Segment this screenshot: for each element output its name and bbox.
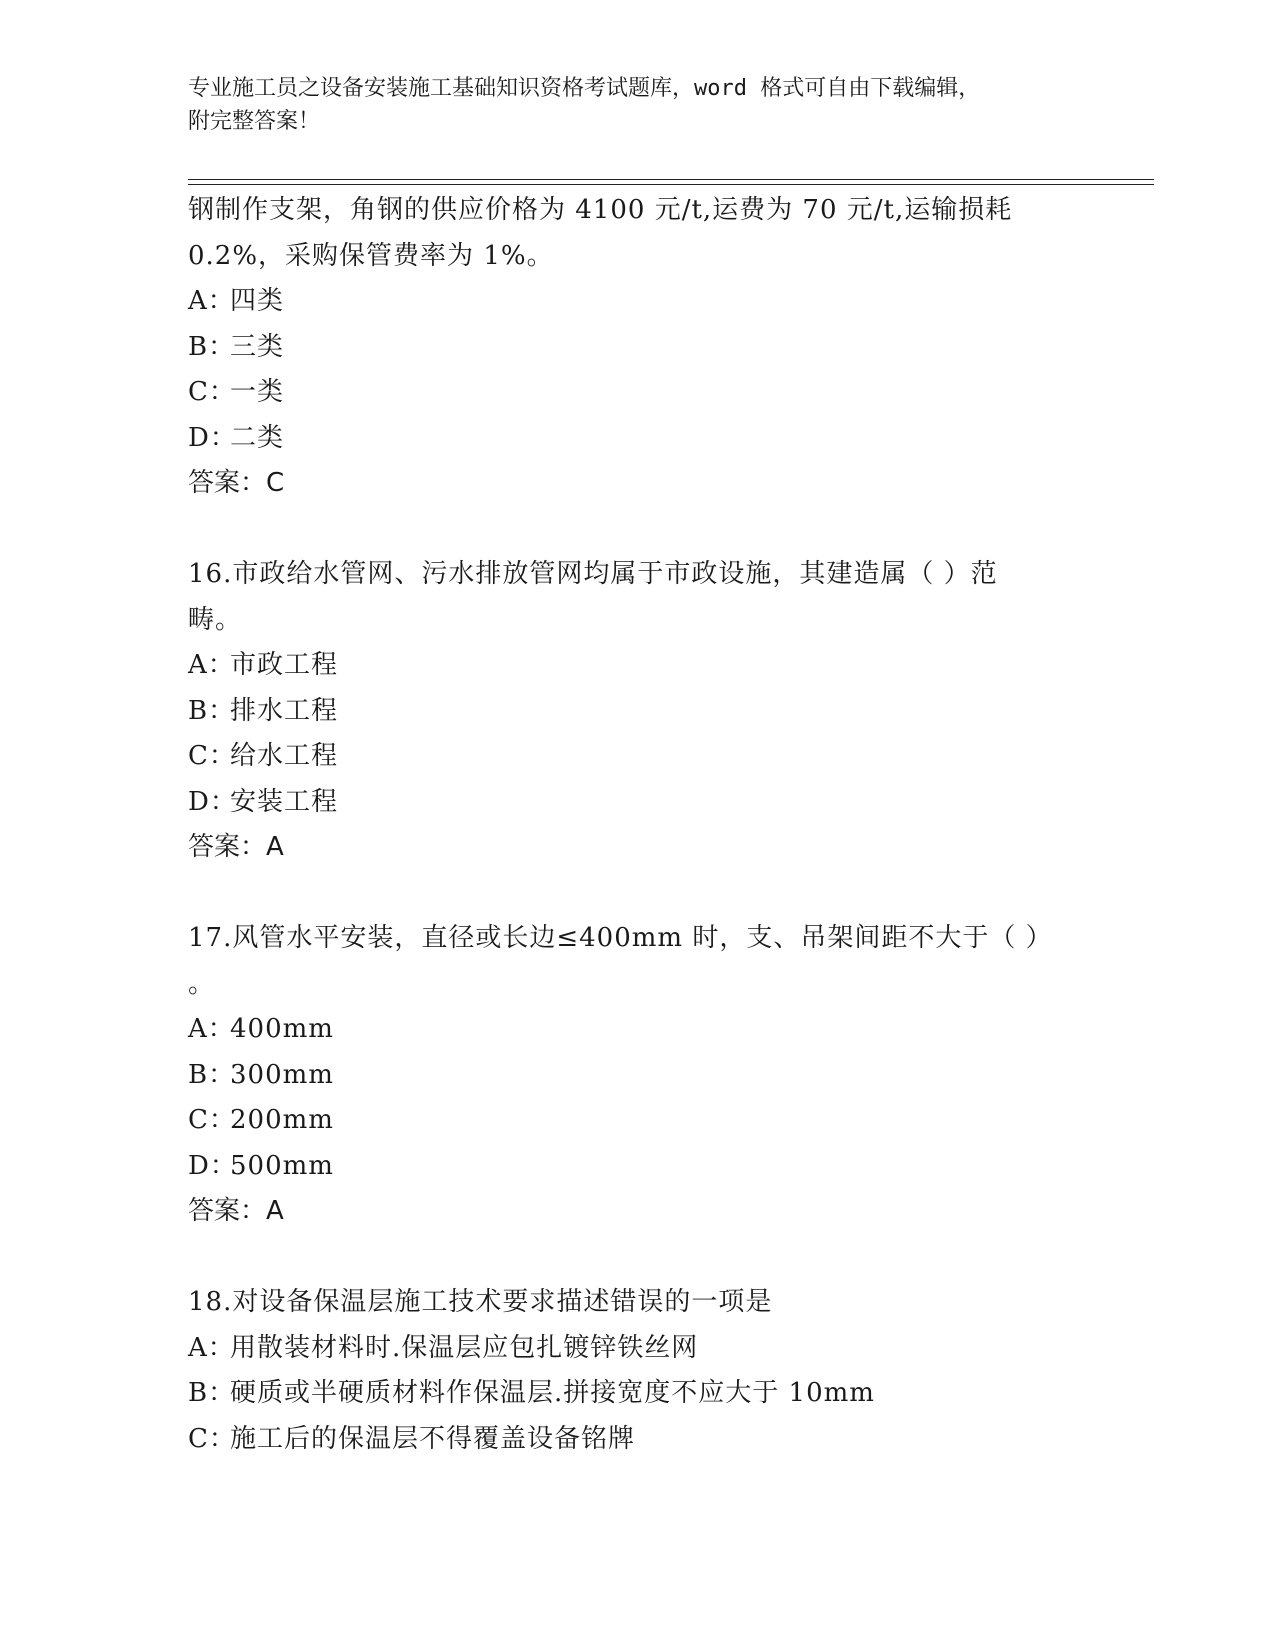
option-d (188, 780, 1088, 826)
question-text: 。 (188, 968, 216, 999)
option-text: 市政工程 (230, 650, 339, 680)
header-line-1: 专业施工员之设备安装施工基础知识资格考试题库，word 格式可自由下载编辑， (188, 76, 981, 101)
option-label: A： (188, 1014, 235, 1044)
option-label: C： (188, 741, 236, 771)
option-c (188, 1098, 1088, 1144)
option-text: 500mm (230, 1150, 334, 1181)
option-label: D： (188, 786, 237, 817)
option-text: 施工后的保温层不得覆盖设备铭牌 (230, 1423, 636, 1454)
document-body (188, 188, 1088, 1462)
question-15 (188, 188, 1088, 507)
option-a (188, 279, 1088, 325)
header-line-2: 附完整答案！ (188, 109, 321, 134)
option-d (188, 1144, 1088, 1190)
option-text: 给水工程 (230, 741, 339, 771)
header-divider-top (188, 179, 1154, 180)
option-text: 200mm (230, 1105, 334, 1135)
question-text: 18.对设备保温层施工技术要求描述错误的一项是 (188, 1287, 773, 1317)
option-label: D： (188, 1150, 237, 1181)
option-label: C： (188, 377, 236, 407)
option-label: D： (188, 422, 237, 453)
question-16 (188, 552, 1088, 871)
spacer (188, 1235, 1088, 1281)
option-b (188, 325, 1088, 371)
spacer (188, 507, 1088, 553)
option-text: 硬质或半硬质材料作保温层.拼接宽度不应大于 10mm (230, 1378, 875, 1408)
spacer (188, 871, 1088, 917)
option-b (188, 1053, 1088, 1099)
option-text: 用散装材料时.保温层应包扎镀锌铁丝网 (230, 1332, 699, 1363)
option-b (188, 689, 1088, 735)
option-text: 二类 (230, 422, 285, 453)
option-label: A： (188, 650, 235, 680)
document-header (188, 72, 1088, 138)
option-text: 四类 (230, 286, 285, 316)
option-label: B： (188, 695, 236, 726)
question-18 (188, 1280, 1088, 1462)
question-text: 17.风管水平安装，直径或长边≤400mm 时，支、吊架间距不大于（ ） (188, 923, 1053, 953)
option-text: 300mm (230, 1059, 334, 1090)
option-label: C： (188, 1423, 236, 1454)
option-a (188, 1326, 1088, 1372)
answer-line: 答案：A (188, 832, 284, 862)
option-text: 一类 (230, 377, 285, 407)
option-a (188, 643, 1088, 689)
answer-line: 答案：C (188, 468, 285, 498)
option-text: 400mm (230, 1014, 334, 1044)
question-text: 钢制作支架，角钢的供应价格为 4100 元/t,运费为 70 元/t,运输损耗 (188, 195, 1013, 225)
option-c (188, 1417, 1088, 1463)
option-label: A： (188, 286, 235, 316)
answer-line: 答案：A (188, 1196, 284, 1226)
header-divider-bottom (188, 184, 1154, 185)
option-d (188, 416, 1088, 462)
option-b (188, 1371, 1088, 1417)
option-label: A： (188, 1332, 235, 1363)
question-text: 0.2%，采购保管费率为 1%。 (188, 240, 554, 271)
option-label: B： (188, 1059, 236, 1090)
question-17 (188, 916, 1088, 1235)
option-text: 三类 (230, 331, 285, 362)
option-text: 排水工程 (230, 695, 339, 726)
option-c (188, 734, 1088, 780)
option-label: B： (188, 331, 236, 362)
question-text: 16.市政给水管网、污水排放管网均属于市政设施，其建造属（ ）范 (188, 559, 998, 589)
option-a (188, 1007, 1088, 1053)
option-text: 安装工程 (230, 786, 339, 817)
question-text: 畴。 (188, 604, 243, 635)
option-label: B： (188, 1378, 236, 1408)
option-label: C： (188, 1105, 236, 1135)
option-c (188, 370, 1088, 416)
